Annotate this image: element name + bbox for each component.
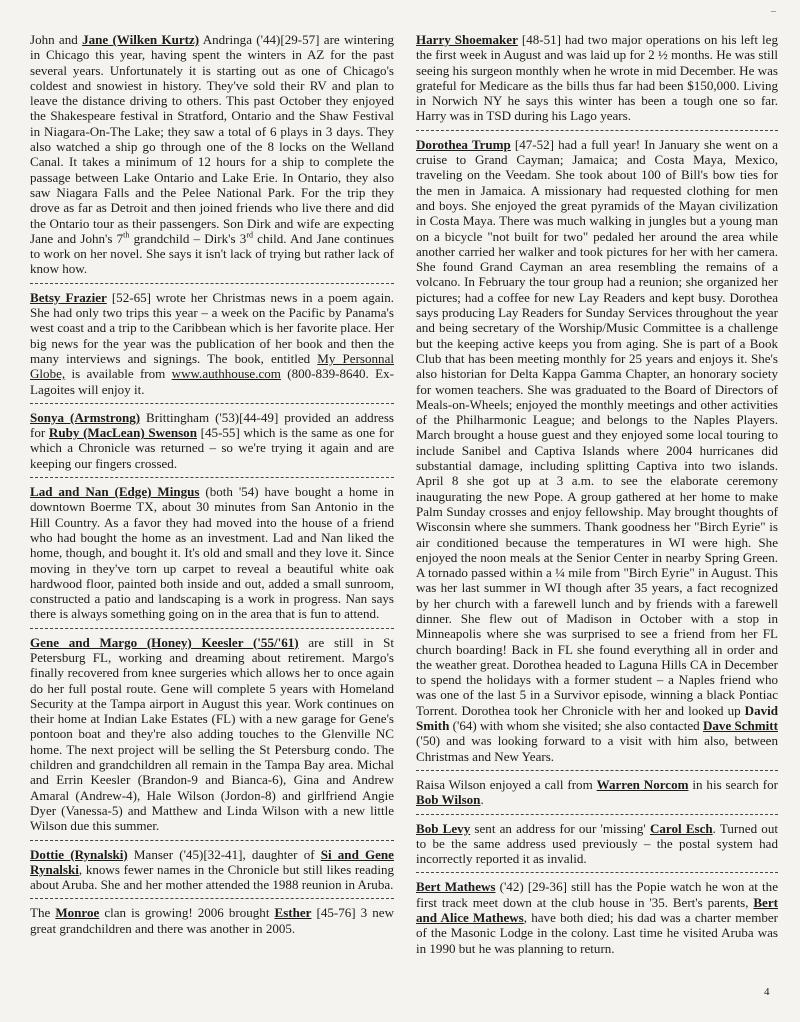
person-name: Ruby (MacLean) Swenson [48,425,197,441]
entry-separator [416,770,778,771]
body-text: in his search for [688,776,778,792]
person-name: Carol Esch [649,820,713,836]
person-name: Dave Schmitt [702,718,778,734]
person-name: Bob Levy [416,820,471,836]
body-text: Raisa Wilson enjoyed a call from [416,776,597,792]
body-text: , knows fewer names in the Chronicle but still likes reading about Aruba. She and her mother attended the 1988 reunion in Aruba. [30,861,394,893]
person-name: Esther [274,905,312,921]
entry-paragraph [416,821,778,867]
news-entry-levy [416,821,778,867]
entry-paragraph [30,905,394,936]
news-entry-trump [416,137,778,764]
news-entry-mathews [416,879,778,955]
body-text: ('64) with whom she visited; she also contacted [449,718,703,734]
entry-separator [416,130,778,131]
entry-paragraph [30,635,394,834]
right-column [416,32,778,956]
body-text: sent an address for our 'missing' [470,820,650,836]
entry-separator [416,814,778,815]
body-text: [47-52] had a full year! In January she went on a cruise to Grand Cayman; Jamaica; and Costa Maya, Mexico, traveling on the Veedam. She took about 100 of Bill's bow ties for the men in Jamaica. A missionary had requested clothing for men and boys. She enjoyed the great pyramids of the Mayan civilization in Costa Maya. There was much walking in jungles but a young man on a bicycle "not built for two" pedaled her around the area while another carried her walker and took pictures for her with her camera. She found Grand Cayman an area resembling the remains of a volcano. In February the tour group had a reunion; she organized her pictures; had a coffee for new Lay Readers and kept busy. Dorothea says producing Lay Readers for Sunday Services throughout the year and being secretary of the Worship/Music Committee is a challenge but the keeping active keeps you from aging. She is part of a Book Club that has been meeting monthly for 25 years and enjoys it. She's also historian for Delta Kappa Gamma Chapter, an honorary society for women teachers. She was graduated to the Board of Directors of Meals-on-Wheels; enjoyed the monthly meetings and other activities of the Philharmonic League; and belongs to the Naples Players. March brought a house guest and they enjoyed some local touring to include Sanibel and Captiva Islands where 2004 hurricanes did substantial damage, including splitting Captiva into two islands. April 8 she got up at 3 a.m. to see the elaborate ceremony inaugurating the new Pope. A group gathered at her home to make Palm Sunday crosses and enjoy fellowship. May brought thoughts of Wisconsin where she summers. Thank goodness her "Birch Eyrie" is air conditioned because the temperatures in WI were high. She enjoyed the noon meals at the Senior Center in nearby Spring Green. A tornado passed within a ¼ mile from "Birch Eyrie" in August. This was her last summer in WI though after 35 years, a fact recognized by her church with a farewell lunch and by friends with a farewell dinner. She flew out of Madison in October with a stop in Minneapolis where she was surprised to see a friend from her FL church boarding! Back in FL she found everything all in order and the weather great. Dorothea headed to Laguna Hills CA in December to spend the holidays with a former student – a Naples friend who was one of the last 5 in a Survivor episode, winning a black Pontiac Torrent. Dorothea took her Chronicle with her and looked up [416,136,778,718]
body-text: clan is growing! 2006 brought [99,905,275,921]
corner-mark: – [771,6,776,17]
person-name: Gene and Margo (Honey) Keesler ('55/'61) [30,634,299,650]
entry-separator [30,477,394,478]
entry-paragraph [416,137,778,764]
news-entry-raisa [416,777,778,808]
news-entry-andringa [30,32,394,277]
person-name: Dorothea Trump [416,136,511,152]
body-text: ('50) and was looking forward to a visit with him also, between Christmas and New Years. [416,733,778,764]
body-text: Andringa ('44)[29-57] are wintering in Chicago this year, having spent the winters in AZ for the past several years. Unfortunately it is starting out as one of Chicago's coldest and snowiest in history. They've sold their RV and plan to leave the distance driving to others. This past October they enjoyed the Shakespeare festival in Stratford, Ontario and the Shaw Festival in Niagara-On-The Lake; they saw a total of 6 plays in 3 days. They also watched a ship go through one of the 8 locks on the Welland Canal. It takes a minimum of 12 hours for a ship to complete the passage between Lake Ontario and Lake Erie. In Ontario, they also saw Niagara Falls and the Pelee National Park. For the trip they drove as far as Detroit and then joined friends who live there and did the Ontario tour as their passengers. Son Dirk and wife are expecting Jane and John's 7 [30,32,394,246]
entry-paragraph [30,290,394,397]
superscript: th [123,230,130,240]
body-text: . Turned out to be the same address used previously – the postal system had incorrectly reported it as invalid. [416,820,778,867]
news-entry-monroe [30,905,394,936]
body-text: , have both died; his dad was a charter member of the Masonic Lodge in the colony. Last time he visited Aruba was in 1990 but he was planning to return. [416,910,778,956]
entry-paragraph [30,484,394,622]
body-text: Brittingham ('53)[44-49] provided an address for [30,409,394,441]
page-number: 4 [764,986,770,998]
underlined-text: www.authhouse.com [171,366,281,382]
body-text: [45-55] which is the same as one for which a Chronicle was returned – so we're trying it again and are keeping our fingers crossed. [30,425,394,471]
body-text: is available from [65,366,172,382]
body-text: Manser ('45)[32-41], daughter of [127,846,321,862]
body-text: (both '54) have bought a home in downtown Boerme TX, about 30 minutes from San Antonio in the Hill Country. As a favor they had moved into the house of a friend who had bought the home as an investment. Lad and Nan liked the home, though, and bought it. It's old and small and they love it. Since moving in they've torn up carpet to reveal a beautiful white oak hardwood floor, painted both inside and out, added a small sunroom, constructed a patio and landscaping is a work in progress. Nan says there is always something going on in the area that is fun to attend. [30,484,394,622]
person-name: Harry Shoemaker [416,32,518,47]
news-entry-shoemaker [416,32,778,124]
person-name: Warren Norcom [596,776,689,792]
superscript: rd [246,230,253,240]
entry-separator [30,840,394,841]
body-text: ('42) [29-36] still has the Popie watch he won at the first track meet down at the club house in '35. Bert's parents, [416,879,778,910]
person-name: Lad and Nan (Edge) Mingus [30,484,200,500]
person-name: Bob Wilson [416,792,481,808]
body-text: [48-51] had two major operations on his left leg the first week in August and was laid up for 2 ½ months. He was still seeing his surgeon monthly when he wrote in mid December. He was grateful for Medicare as the bills thus far had been $150,000. Living in Norwich NY he says this winter has been a tough one so far. Harry was in TSD during his Lago years. [416,32,778,124]
entry-paragraph [30,847,394,893]
underlined-text: My Personnal Globe, [30,350,394,382]
person-name: Dottie (Rynalski) [30,846,128,862]
entry-paragraph [30,410,394,471]
left-column [30,32,394,936]
person-name: Bert and Alice Mathews [416,894,778,926]
news-entry-frazier [30,290,394,397]
person-name: Si and Gene Rynalski [30,846,394,877]
entry-paragraph [416,777,778,808]
entry-paragraph [30,32,394,277]
entry-separator [30,628,394,629]
entry-separator [30,283,394,284]
person-name: Monroe [55,905,100,921]
body-text: are still in St Petersburg FL, working and dreaming about retirement. Margo's finally recovered from knee surgeries which allows her to once again do her full postal route. Gene will complete 5 years with Homeland Security at the Tampa airport in August this year. Work continues on their home at Indian Lake Estates (FL) with a new garage for Gene's pontoon boat and they're also adding touches to the Glenville NC home. The next project will be selling the St Petersburg condo. The children and grandchildren all remain in the Tampa Bay area. Michal and Errin Keesler (Brandon-9 and Bianca-6), Gina and Andrew Amaral (Andrew-4), Hale Wilson (Jordon-8) and girlfriend Angie Dyer (Vanessa-5) and Matthew and Linda Wilson with a new little Wilson due this summer. [30,634,394,834]
person-name: Jane (Wilken Kurtz) [82,32,200,47]
entry-paragraph [416,879,778,955]
body-text: [52-65] wrote her Christmas news in a poem again. She had only two trips this year – a week on the Pacific by Panama's west coast and a trip to the Caribbean which is her favorite place. Her big news for the year was the publication of her book and then the many interviews and signings. The book, entitled [30,289,394,366]
body-text: (800-839-8640. Ex-Lagoites will enjoy it. [30,366,394,397]
body-text: grandchild – Dirk's 3 [129,230,247,246]
entry-paragraph [416,32,778,124]
body-text: John and [30,32,83,47]
entry-separator [30,403,394,404]
person-name: Betsy Frazier [30,289,107,305]
entry-separator [416,872,778,873]
news-entry-brittingham [30,410,394,471]
person-name: Sonya (Armstrong) [30,409,141,425]
body-text: The [30,905,56,921]
entry-separator [30,898,394,899]
person-name: Bert Mathews [416,879,496,895]
news-entry-mingus [30,484,394,622]
person-name: David Smith [416,702,778,734]
news-entry-keesler [30,635,394,834]
body-text: . [480,792,484,808]
news-entry-manser [30,847,394,893]
body-text: [45-76] 3 new great grandchildren and there was another in 2005. [30,905,394,936]
body-text: child. And Jane continues to work on her novel. She says it isn't lack of trying but rather lack of know how. [30,230,394,277]
